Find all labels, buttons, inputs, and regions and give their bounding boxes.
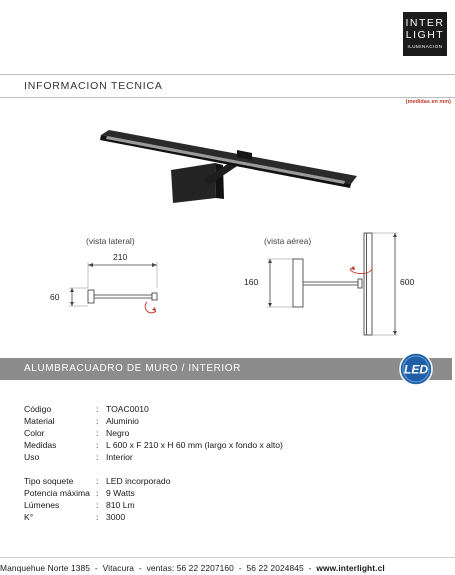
spec-row: [24, 500, 344, 511]
footer-sep: -: [238, 563, 242, 573]
spec-row: [24, 428, 344, 439]
spec-key: Medidas: [24, 440, 57, 450]
footer-district: Vitacura: [102, 563, 134, 573]
spec-row: [24, 452, 344, 463]
spec-key: Color: [24, 428, 45, 438]
spec-value: 810 Lm: [106, 500, 135, 510]
brand-logo-line1: INTER: [405, 17, 445, 29]
spec-value: LED incorporado: [106, 476, 171, 486]
spec-value: TOAC0010: [106, 404, 149, 414]
aerial-depth-dim: 160: [244, 277, 259, 287]
header-bottom-rule: [0, 97, 455, 98]
brand-logo: [403, 12, 447, 56]
product-name: ALUMBRACUADRO DE MURO / INTERIOR: [24, 363, 241, 374]
spec-value: Interior: [106, 452, 133, 462]
brand-logo-line2: LIGHT: [405, 29, 445, 41]
spec-key: Material: [24, 416, 55, 426]
spec-separator: :: [96, 440, 99, 450]
spec-value: 9 Watts: [106, 488, 135, 498]
led-badge-text: LED: [404, 362, 428, 377]
spec-key: Código: [24, 404, 52, 414]
spec-value: Aluminio: [106, 416, 139, 426]
spec-row: [24, 404, 344, 415]
spec-separator: :: [96, 476, 99, 486]
spec-key: Tipo soquete: [24, 476, 74, 486]
view-aerea-label: (vista aérea): [264, 236, 312, 246]
spec-separator: :: [96, 452, 99, 462]
aerial-length-dim: 600: [400, 277, 415, 287]
spec-key: Uso: [24, 452, 40, 462]
spec-value: L 600 x F 210 x H 60 mm (largo x fondo x alto): [106, 440, 283, 450]
product-image: [95, 118, 365, 213]
lateral-view-drawing: [60, 255, 170, 320]
lateral-height-dim: 60: [50, 292, 60, 302]
spec-separator: :: [96, 404, 99, 414]
footer-sep: -: [138, 563, 142, 573]
footer: [0, 563, 455, 573]
page-title: INFORMACION TECNICA: [24, 80, 163, 92]
footer-sales: ventas: 56 22 2207160: [146, 563, 234, 573]
spec-separator: :: [96, 488, 99, 498]
aerial-view-drawing: [260, 225, 410, 343]
spec-value: 3000: [106, 512, 126, 522]
spec-row: [24, 416, 344, 427]
product-banner: [0, 358, 452, 380]
spec-separator: :: [96, 500, 99, 510]
footer-rule: [0, 557, 455, 558]
spec-row: [24, 440, 344, 451]
spec-separator: :: [96, 512, 99, 522]
spec-separator: :: [96, 428, 99, 438]
spec-row: [24, 476, 344, 487]
footer-address: Manquehue Norte 1385: [0, 563, 91, 573]
spec-row: [24, 512, 344, 523]
header-top-rule: [0, 74, 455, 75]
spec-row: [24, 488, 344, 499]
footer-sep: -: [94, 563, 98, 573]
spec-value: Negro: [106, 428, 130, 438]
footer-website-link[interactable]: www.interlight.cl: [316, 563, 385, 573]
led-badge-icon: [399, 352, 433, 386]
footer-sep: -: [308, 563, 312, 573]
spec-key: Potencia máxima: [24, 488, 90, 498]
spec-key: K°: [24, 512, 34, 522]
spec-separator: :: [96, 416, 99, 426]
brand-logo-line3: ILUMINACION: [407, 44, 443, 49]
units-note: (medidas en mm): [405, 99, 451, 105]
view-lateral-label: (vista lateral): [86, 236, 135, 246]
spec-key: Lúmenes: [24, 500, 60, 510]
footer-phone: 56 22 2024845: [246, 563, 304, 573]
lateral-width-dim: 210: [113, 252, 128, 262]
